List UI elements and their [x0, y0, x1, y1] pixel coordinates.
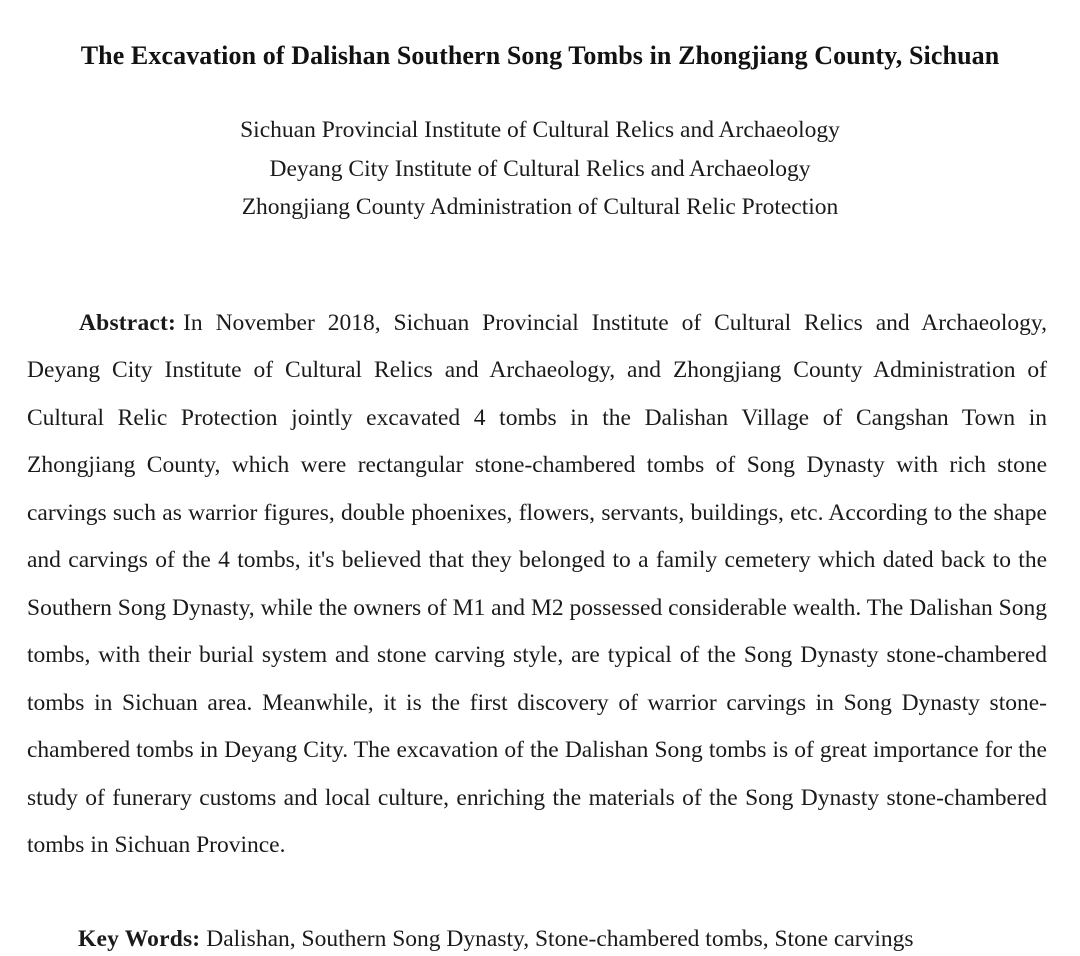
abstract-body: In November 2018, Sichuan Provincial Institute of Cultural Relics and Archaeology, Deyang City Institute of Cultural Relics and Archaeology, and Zhongjiang County Administration of Cultural Relic Protection jointly excavated 4 tombs in the Dalishan Village of Cangshan Town in Zhongjiang County, which were rectangular stone-chambered tombs of Song Dynasty with rich stone carvings such as warrior figures, double phoenixes, flowers, servants, buildings, etc. According to the shape and carvings of the 4 tombs, it's believed that they belonged to a family cemetery which dated back to the Southern Song Dynasty, while the owners of M1 and M2 possessed considerable wealth. The Dalishan Song tombs, with their burial system and stone carving style, are typical of the Song Dynasty stone-chambered tombs in Sichuan area. Meanwhile, it is the first discovery of warrior carvings in Song Dynasty stone-chambered tombs in Deyang City. The excavation of the Dalishan Song tombs is of great importance for the study of funerary customs and local culture, enriching the materials of the Song Dynasty stone-chambered tombs in Sichuan Province. [27, 309, 1047, 858]
affiliation-line-2: Deyang City Institute of Cultural Relics and Archaeology [269, 155, 811, 182]
affiliation-line-3: Zhongjiang County Administration of Cultural Relic Protection [241, 194, 839, 220]
keywords-list: Dalishan, Southern Song Dynasty, Stone-chambered tombs, Stone carvings [206, 925, 914, 952]
keywords-paragraph [27, 922, 1047, 956]
page-title: The Excavation of Dalishan Southern Song Tombs in Zhongjiang County, Sichuan [80, 41, 1000, 71]
affiliation-line-1: Sichuan Provincial Institute of Cultural Relics and Archaeology [240, 117, 840, 143]
abstract-label: Abstract: [79, 309, 177, 336]
affiliation-block [0, 111, 1080, 227]
keywords-label: Key Words: [78, 925, 201, 952]
abstract-paragraph [27, 300, 1047, 870]
